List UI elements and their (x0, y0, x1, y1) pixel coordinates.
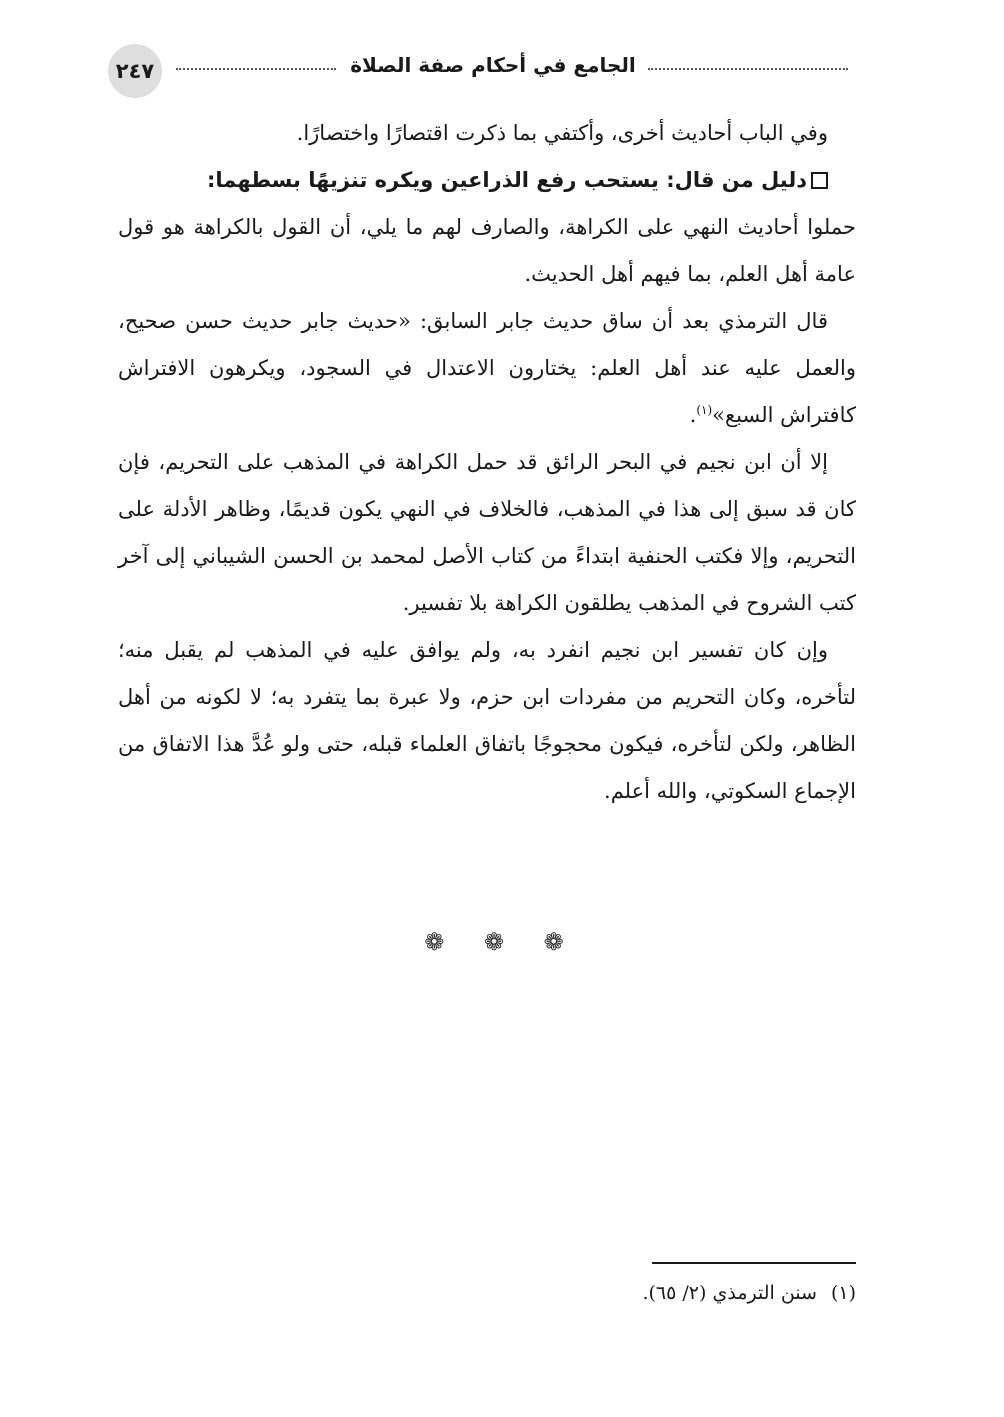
paragraph-3-text: قال الترمذي بعد أن ساق حديث جابر السابق: «حديث جابر حديث حسن صحيح، والعمل عليه عند أهل العلم: يختارون الاعتدال في السجود، ويكرهون الافتراش كافتراش السبع» (118, 309, 856, 427)
paragraph-2: حملوا أحاديث النهي على الكراهة، والصارف لهم ما يلي، أن القول بالكراهة هو قول عامة أهل العلم، بما فيهم أهل الحديث. (118, 215, 856, 286)
footnote-divider (652, 1262, 856, 1264)
paragraph-3-end: . (689, 403, 697, 427)
running-title: الجامع في أحكام صفة الصلاة (350, 53, 636, 77)
footnote (500, 1276, 856, 1310)
section-ornament: ❁ ❁ ❁ (424, 928, 580, 956)
main-text (118, 110, 856, 815)
paragraph-1: وفي الباب أحاديث أخرى، وأكتفي بما ذكرت اقتصارًا واختصارًا. (296, 121, 828, 145)
paragraph-4: إلا أن ابن نجيم في البحر الرائق قد حمل الكراهة في المذهب على التحريم، فإن كان قد سبق إلى هذا في المذهب، فالخلاف في النهي يكون قديمًا، وظاهر الأدلة على التحريم، وإلا فكتب الحنفية ابتداءً من كتاب الأصل لمحمد بن الحسن الشيباني إلى آخر كتب الشروح في المذهب يطلقون الكراهة بلا تفسير. (118, 450, 857, 615)
paragraph-3 (118, 298, 856, 439)
page-number-badge: ٢٤٧ (108, 44, 162, 98)
footnote-text: سنن الترمذي (٢/ ٦٥). (642, 1282, 817, 1304)
section-heading-text: دليل من قال: يستحب رفع الذراعين ويكره تنزيهًا بسطهما: (206, 168, 807, 192)
footnote-reference[interactable]: (١) (696, 403, 713, 417)
paragraph-5: وإن كان تفسير ابن نجيم انفرد به، ولم يوافق عليه في المذهب لم يقبل منه؛ لتأخره، وكان التحريم من مفردات ابن حزم، ولا عبرة بما يتفرد به؛ لا لكونه من أهل الظاهر، ولكن لتأخره، فيكون محجوجًا باتفاق العلماء قبله، حتى ولو عُدَّ هذا الاتفاق من الإجماع السكوتي، والله أعلم. (118, 638, 856, 803)
checkbox-icon (811, 172, 828, 189)
header-dotted-rule-right (648, 68, 848, 70)
footnote-number: (١) (830, 1282, 856, 1304)
page-header (108, 44, 848, 96)
section-heading (118, 157, 856, 204)
header-dotted-rule-left (176, 68, 336, 70)
